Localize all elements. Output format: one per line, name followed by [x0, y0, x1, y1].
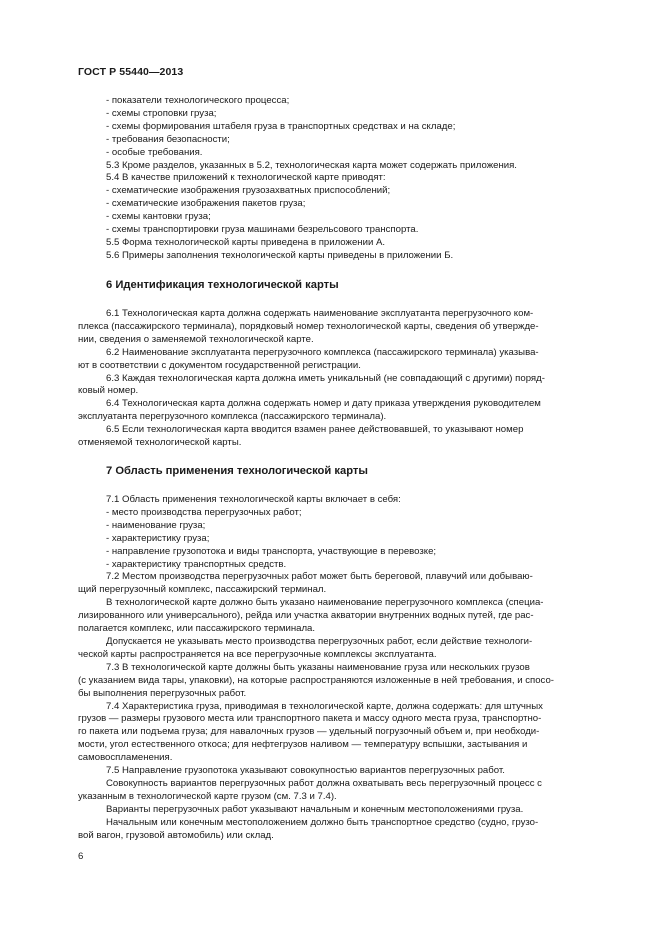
paragraph-line: отменяемой технологической карты. [78, 437, 242, 449]
paragraph-line: 6.4 Технологическая карта должна содержать номер и дату приказа утверждения руководителем [106, 398, 541, 410]
paragraph-line: 7.3 В технологической карте должны быть указаны наименование груза или нескольких грузов [106, 661, 530, 673]
paragraph-line: 6.3 Каждая технологическая карта должна иметь уникальный (не совпадающий с другими) поряд- [106, 372, 545, 384]
list-item: - характеристику транспортных средств. [106, 558, 287, 570]
paragraph-5-6: 5.6 Примеры заполнения технологической карты приведены в приложении Б. [106, 249, 454, 261]
paragraph-line: го пакета или подъема груза; для навалочных грузов — удельный погрузочный объем и, при необходи- [78, 726, 540, 738]
list-item: - схематические изображения пакетов груза; [106, 198, 306, 210]
paragraph-line: Варианты перегрузочных работ указывают начальным и конечным местоположениями груза. [106, 803, 524, 815]
paragraph-line: 6.1 Технологическая карта должна содержать наименование эксплуатанта перегрузочного ком- [106, 308, 534, 319]
paragraph-line: ческой карты распространяется на все перегрузочные комплексы эксплуатанта. [78, 648, 437, 660]
paragraph-line: В технологической карте должно быть указано наименование перегрузочного комплекса (специа- [106, 597, 544, 609]
list-requirements [106, 95, 517, 263]
section-6-body [78, 308, 616, 450]
list-item: - наименование груза; [106, 519, 206, 531]
list-item: - схемы формирования штабеля груза в транспортных средствах и на складе; [106, 120, 456, 132]
section-6-heading: 6 Идентификация технологической карты [106, 279, 339, 291]
paragraph-line: 7.2 Местом производства перегрузочных работ может быть береговой, плавучий или добываю- [106, 571, 533, 583]
list-item: - направление грузопотока и виды транспорта, участвующие в перевозке; [106, 545, 437, 557]
paragraph-line: 6.5 Если технологическая карта вводится взамен ранее действовавшей, то указывают номер [106, 424, 524, 436]
list-item: - схемы кантовки груза; [106, 211, 211, 223]
page-number: 6 [78, 851, 84, 862]
list-item: - место производства перегрузочных работ; [106, 506, 302, 518]
list-item: - схемы строповки груза; [106, 107, 217, 119]
paragraph-line: ют в соответствии с документом государственной регистрации. [78, 359, 361, 371]
paragraph-line: лизированного или универсального), рейда или участка акватории внутренних водных путей, где рас- [78, 610, 534, 622]
paragraph-5-5: 5.5 Форма технологической карты приведена в приложении А. [106, 236, 386, 248]
section-7-heading: 7 Область применения технологической карты [106, 465, 368, 477]
paragraph-line: Начальным или конечным местоположением должно быть транспортное средство (судно, грузо- [106, 816, 539, 828]
paragraph-line: ковый номер. [78, 385, 139, 397]
paragraph-line: 7.5 Направление грузопотока указывают совокупностью вариантов перегрузочных работ. [106, 765, 505, 777]
paragraph-line: 7.4 Характеристика груза, приводимая в технологической карте, должна содержать: для штучных [106, 700, 543, 712]
paragraph-7-1: 7.1 Область применения технологической карты включает в себя: [106, 494, 401, 505]
paragraph-line: бы выполнения перегрузочных работ. [78, 687, 247, 699]
list-item: - показатели технологического процесса; [106, 95, 290, 106]
paragraph-line: мости, угол естественного откоса; для нефтегрузов наливом — температуру вспышки, застывания и [78, 739, 528, 751]
paragraph-line: указанным в технологической карте грузом (см. 7.3 и 7.4). [78, 790, 337, 802]
paragraph-line: самовоспламенения. [78, 752, 173, 764]
paragraph-line: эксплуатанта перегрузочного комплекса (пассажирского терминала). [78, 411, 387, 423]
paragraph-line: 6.2 Наименование эксплуатанта перегрузочного комплекса (пассажирского терминала) указыва- [106, 346, 539, 358]
paragraph-line: плекса (пассажирского терминала), порядковый номер технологической карты, сведения об утвержде- [78, 320, 539, 332]
paragraph-5-3: 5.3 Кроме разделов, указанных в 5.2, технологическая карта может содержать приложения. [106, 159, 517, 171]
paragraph-line: вой вагон, грузовой автомобиль) или склад. [78, 829, 274, 841]
paragraph-line: щий перегрузочный комплекс, пассажирский терминал. [78, 584, 327, 596]
paragraph-line: грузов — размеры грузового места или транспортного пакета и массу одного места груза, транспортно- [78, 713, 542, 725]
list-item: - схематические изображения грузозахватных приспособлений; [106, 185, 391, 197]
list-item: - схемы транспортировки груза машинами безрельсового транспорта. [106, 224, 419, 236]
paragraph-5-4: 5.4 В качестве приложений к технологической карте приводят: [106, 172, 386, 184]
list-item: - характеристику груза; [106, 532, 210, 544]
list-item: - особые требования. [106, 146, 203, 158]
paragraph-line: нии, сведения о заменяемой технологической карте. [78, 333, 314, 345]
paragraph-line: Совокупность вариантов перегрузочных работ должна охватывать весь перегрузочный процесс с [106, 777, 542, 789]
list-item: - требования безопасности; [106, 133, 230, 145]
paragraph-line: полагается комплекс, или пассажирского терминала. [78, 623, 316, 635]
paragraph-line: (с указанием вида тары, упаковки), на которые распространяются изложенные в ней требования, и спосо- [78, 674, 554, 686]
section-7-body [78, 494, 616, 842]
paragraph-line: Допускается не указывать место производства перегрузочных работ, если действие технологи- [106, 635, 533, 647]
document-header: ГОСТ Р 55440—2013 [78, 66, 184, 78]
